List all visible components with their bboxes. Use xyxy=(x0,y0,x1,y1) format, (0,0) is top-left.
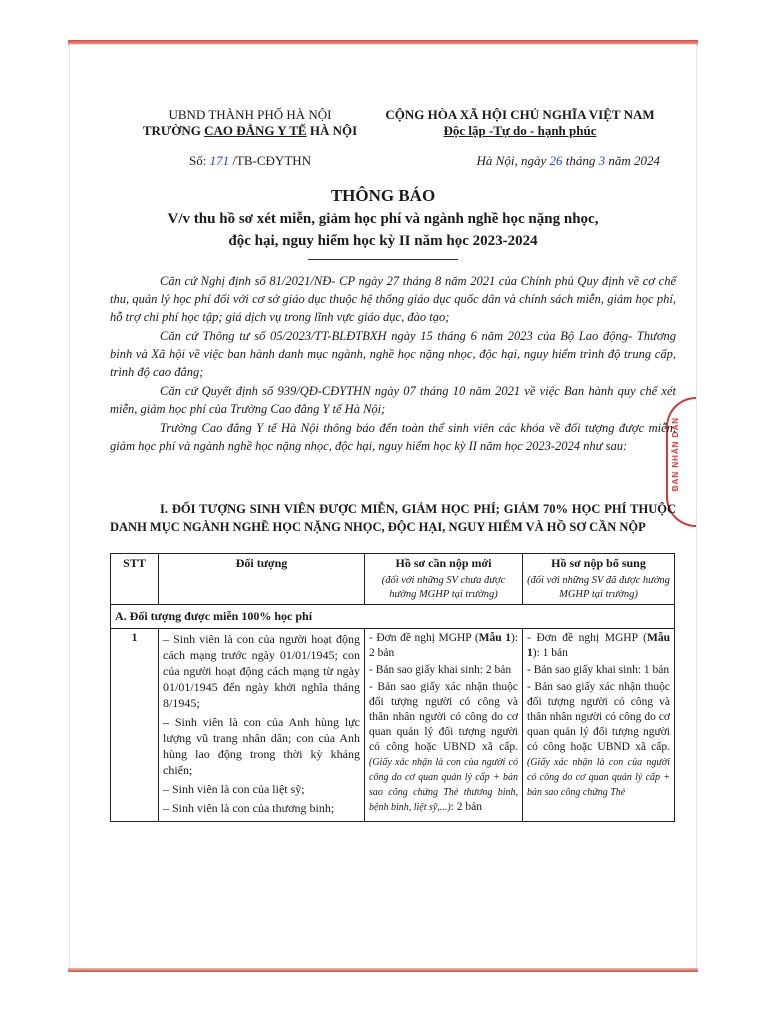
issue-date: Hà Nội, ngày 26 tháng 3 năm 2024 xyxy=(476,153,660,168)
object-item: – Sinh viên là con của người hoạt động cách mạng trước ngày 01/01/1945; con của người hoạt động cách mạng từ ngày 01/01/1945 đến ngày khởi nghĩa tháng 8/1945; xyxy=(163,632,360,710)
document-title: THÔNG BÁO xyxy=(330,186,436,205)
handwritten-month: 3 xyxy=(598,153,606,168)
object-item: – Sinh viên là con của thương binh; xyxy=(163,801,335,815)
page-bottom-blank xyxy=(70,891,696,969)
doc-item: - Đơn đề nghị MGHP (Mẫu 1): 2 bản xyxy=(369,632,519,659)
issuer-org: TRƯỜNG CAO ĐẲNG Y TẾ HÀ NỘI xyxy=(142,123,358,138)
table-header-row xyxy=(111,554,675,605)
nation-name: CỘNG HÒA XÃ HỘI CHỦ NGHĨA VIỆT NAM xyxy=(385,107,655,122)
additional-docs-cell xyxy=(523,629,675,822)
legal-basis-paragraph: Căn cứ Nghị định số 81/2021/NĐ- CP ngày 27 tháng 8 năm 2021 của Chính phủ Quy định về cơ chế thu, quản lý học phí đối với cơ sở giáo dục thuộc hệ thống giáo dục quốc dân và chính sách miễn, giảm học phí, hỗ trợ chi phí học tập; giá dịch vụ trong lĩnh vực giáo dục, đào tạo; xyxy=(110,274,676,324)
announcement-paragraph: Trường Cao đẳng Y tế Hà Nội thông báo đến toàn thể sinh viên các khóa về đối tượng được miễn, giảm học phí và ngành nghề học nặng nhọc, độc hại, nguy hiểm học kỳ II năm học 2023-2024 như sau: xyxy=(110,421,676,453)
national-motto: Độc lập -Tự do - hạnh phúc xyxy=(443,123,597,138)
document-page xyxy=(70,45,696,969)
legal-basis-paragraph: Căn cứ Thông tư số 05/2023/TT-BLĐTBXH ngày 15 tháng 6 năm 2023 của Bộ Lao động- Thương binh và Xã hội về việc ban hành danh mục ngành, nghề học nặng nhọc, độc hại, nguy hiểm trình độ trung cấp, trình độ cao đẳng; xyxy=(110,329,676,379)
object-item: – Sinh viên là con của liệt sỹ; xyxy=(163,782,305,796)
doc-item: - Bản sao giấy xác nhận thuộc đối tượng người có công và thân nhân người có công do cơ quan quản lý đối tượng người có công hoặc UBND xã cấp. (Giấy xác nhận là con của người có công do cơ quan quản lý cấp + bản sao công chứng Thẻ thương binh, bệnh binh, liệt sỹ,...): 2 bản xyxy=(369,681,518,813)
row-number: 1 xyxy=(111,629,159,822)
eligibility-table xyxy=(110,553,675,822)
table-section-row xyxy=(111,605,675,629)
doc-item: - Bản sao giấy xác nhận thuộc đối tượng người có công và thân nhân người có công do cơ quan quản lý đối tượng người có công hoặc UBND xã cấp. (Giấy xác nhận là con của người có công do cơ quan quản lý cấp + bản sao công chứng Thẻ xyxy=(527,681,670,798)
issuer-block xyxy=(110,107,390,169)
stamp-text: BAN NHÂN DÂN xyxy=(671,417,680,492)
document-number: Số: 171 /TB-CĐYTHN xyxy=(188,153,312,168)
column-header-stt: STT xyxy=(111,554,159,605)
section-heading: I. ĐỐI TƯỢNG SINH VIÊN ĐƯỢC MIỄN, GIẢM HỌC PHÍ; GIẢM 70% HỌC PHÍ THUỘC DANH MỤC NGÀNH NGHỀ HỌC NẶNG NHỌC, ĐỘC HẠI, NGUY HIỂM VÀ HỒ SƠ CẦN NỘP xyxy=(110,502,676,534)
scan-edge-bottom xyxy=(68,968,698,972)
object-item: – Sinh viên là con của Anh hùng lực lượng vũ trang nhân dân; con của Anh hùng lao động trong thời kỳ kháng chiến; xyxy=(163,715,360,777)
table-row xyxy=(111,629,675,822)
document-subject-line-1: V/v thu hồ sơ xét miễn, giảm học phí và ngành nghề học nặng nhọc, xyxy=(167,211,599,227)
legal-basis-text xyxy=(110,272,676,456)
legal-basis-paragraph: Căn cứ Quyết định số 939/QĐ-CĐYTHN ngày 07 tháng 10 năm 2021 về việc Ban hành quy chế xét miễn, giảm học phí của Trường Cao đẳng Y tế Hà Nội; xyxy=(110,384,676,416)
new-docs-cell xyxy=(365,629,523,822)
doc-item: - Bản sao giấy khai sinh: 1 bản xyxy=(527,664,670,676)
national-header xyxy=(370,107,670,169)
handwritten-day: 26 xyxy=(549,153,563,168)
document-subject-line-2: độc hại, nguy hiểm học kỳ II năm học 2023-2024 xyxy=(228,233,538,249)
doc-item: - Đơn đề nghị MGHP (Mẫu 1): 1 bản xyxy=(527,632,670,659)
column-header-additional-docs: Hồ sơ nộp bổ sung (đối với những SV đã được hưởng MGHP tại trường) xyxy=(523,554,675,605)
title-divider xyxy=(308,259,458,260)
object-cell xyxy=(159,629,365,822)
column-header-object: Đối tượng xyxy=(159,554,365,605)
doc-item: - Bản sao giấy khai sinh: 2 bản xyxy=(369,664,512,676)
section-a-label: A. Đối tượng được miễn 100% học phí xyxy=(111,605,675,629)
issuer-parent-org: UBND THÀNH PHỐ HÀ NỘI xyxy=(168,107,332,122)
column-header-new-docs: Hồ sơ cần nộp mới (đối với những SV chưa được hưởng MGHP tại trường) xyxy=(365,554,523,605)
document-title-block xyxy=(100,185,666,260)
handwritten-doc-number: 171 xyxy=(209,153,230,168)
